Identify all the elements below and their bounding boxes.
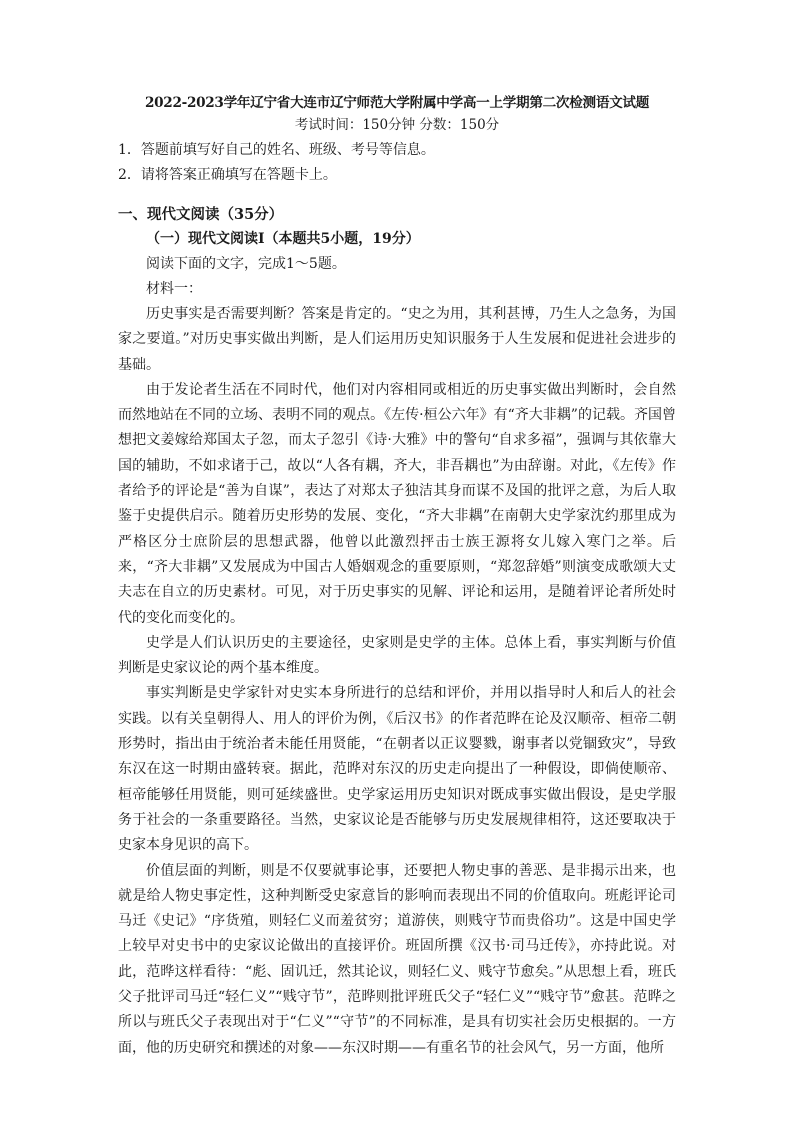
body-paragraph: 由于发论者生活在不同时代，他们对内容相同或相近的历史事实做出判断时，会自然而然地站在不同的立场、表明不同的观点。《左传·桓公六年》有“齐大非耦”的记载。齐国曾想把文姜嫁给郑国太子忽，而太子忽引《诗·大雅》中的警句“自求多福”，强调与其依靠大国的辅助，不如求诸于己，故以“人各有耦，齐大，非吾耦也”为由辞谢。对此，《左传》作者给予的评论是“善为自谋”，表达了对郑太子独洁其身而谋不及国的批评之意，为后人取鉴于史提供启示。随着历史形势的发展、变化，“齐大非耦”在南朝大史学家沈约那里成为严格区分士庶阶层的思想武器，他曾以此激烈抨击士族王源将女儿嫁入寒门之举。后来，“齐大非耦”又发展成为中国古人婚姻观念的重要原则，“郑忽辞婚”则演变成歌颂大丈夫志在自立的历史素材。可见，对于历史事实的见解、评论和运用，是随着评论者所处时代的变化而变化的。 — [118, 381, 676, 626]
body-paragraph: 事实判断是史学家针对史实本身所进行的总结和评价，并用以指导时人和后人的社会实践。以有关皇朝得人、用人的评价为例，《后汉书》的作者范晔在论及汉顺帝、桓帝二朝形势时，指出由于统治者未能任用贤能，“在朝者以正议婴戮，谢事者以党锢致灾”，导致东汉在这一时期由盛转衰。据此，范晔对东汉的历史走向提出了一种假设，即倘使顺帝、桓帝能够任用贤能，则可延续盛世。史学家运用历史知识对既成事实做出假设，是史学服务于社会的一条重要路径。当然，史家议论是否能够与历史发展规律相符，这还要取决于史家本身见识的高下。 — [118, 685, 676, 854]
body-paragraph: 史学是人们认识历史的主要途径，史家则是史学的主体。总体上看，事实判断与价值判断是史家议论的两个基本维度。 — [118, 634, 676, 677]
exam-info: 考试时间：150分钟 分数：150分 — [294, 117, 500, 133]
reading-instruction: 阅读下面的文字，完成1～5题。 — [146, 256, 346, 272]
note-item: 1．答题前填写好自己的姓名、班级、考号等信息。 — [118, 142, 435, 158]
exam-title: 2022-2023学年辽宁省大连市辽宁师范大学附属中学高一上学期第二次检测语文试题 — [144, 95, 649, 111]
exam-page — [118, 92, 676, 1061]
body-paragraph: 价值层面的判断，则是不仅要就事论事，还要把人物史事的善恶、是非揭示出来，也就是给人物史事定性，这种判断受史家意旨的影响而表现出不同的价值取向。班彪评论司马迁《史记》“序货殖，则轻仁义而羞贫穷；道游侠，则贱守节而贵俗功”。这是中国史学上较早对史书中的史家议论做出的直接评价。班固所撰《汉书·司马迁传》，亦持此说。对此，范晔这样看待：“彪、固讥迁，然其论议，则轻仁义、贱守节愈矣。”从思想上看，班氏父子批评司马迁“轻仁义”“贱守节”，范晔则批评班氏父子“轻仁义”“贱守节”愈甚。范晔之所以与班氏父子表现出对于“仁义”“守节”的不同标准，是具有切实社会历史根据的。一方面，他的历史研究和撰述的对象——东汉时期——有重名节的社会风气，另一方面，他所 — [118, 862, 676, 1056]
section-heading: 一、现代文阅读（35分） — [118, 206, 284, 223]
subsection-heading: （一）现代文阅读Ⅰ（本题共5小题，19分） — [146, 231, 420, 247]
body-paragraph: 历史事实是否需要判断？答案是肯定的。“史之为用，其利甚博，乃生人之急务，为国家之要道。”对历史事实做出判断，是人们运用历史知识服务于人生发展和促进社会进步的基础。 — [118, 306, 676, 373]
material-label: 材料一： — [146, 281, 202, 297]
note-item: 2．请将答案正确填写在答题卡上。 — [118, 167, 337, 183]
